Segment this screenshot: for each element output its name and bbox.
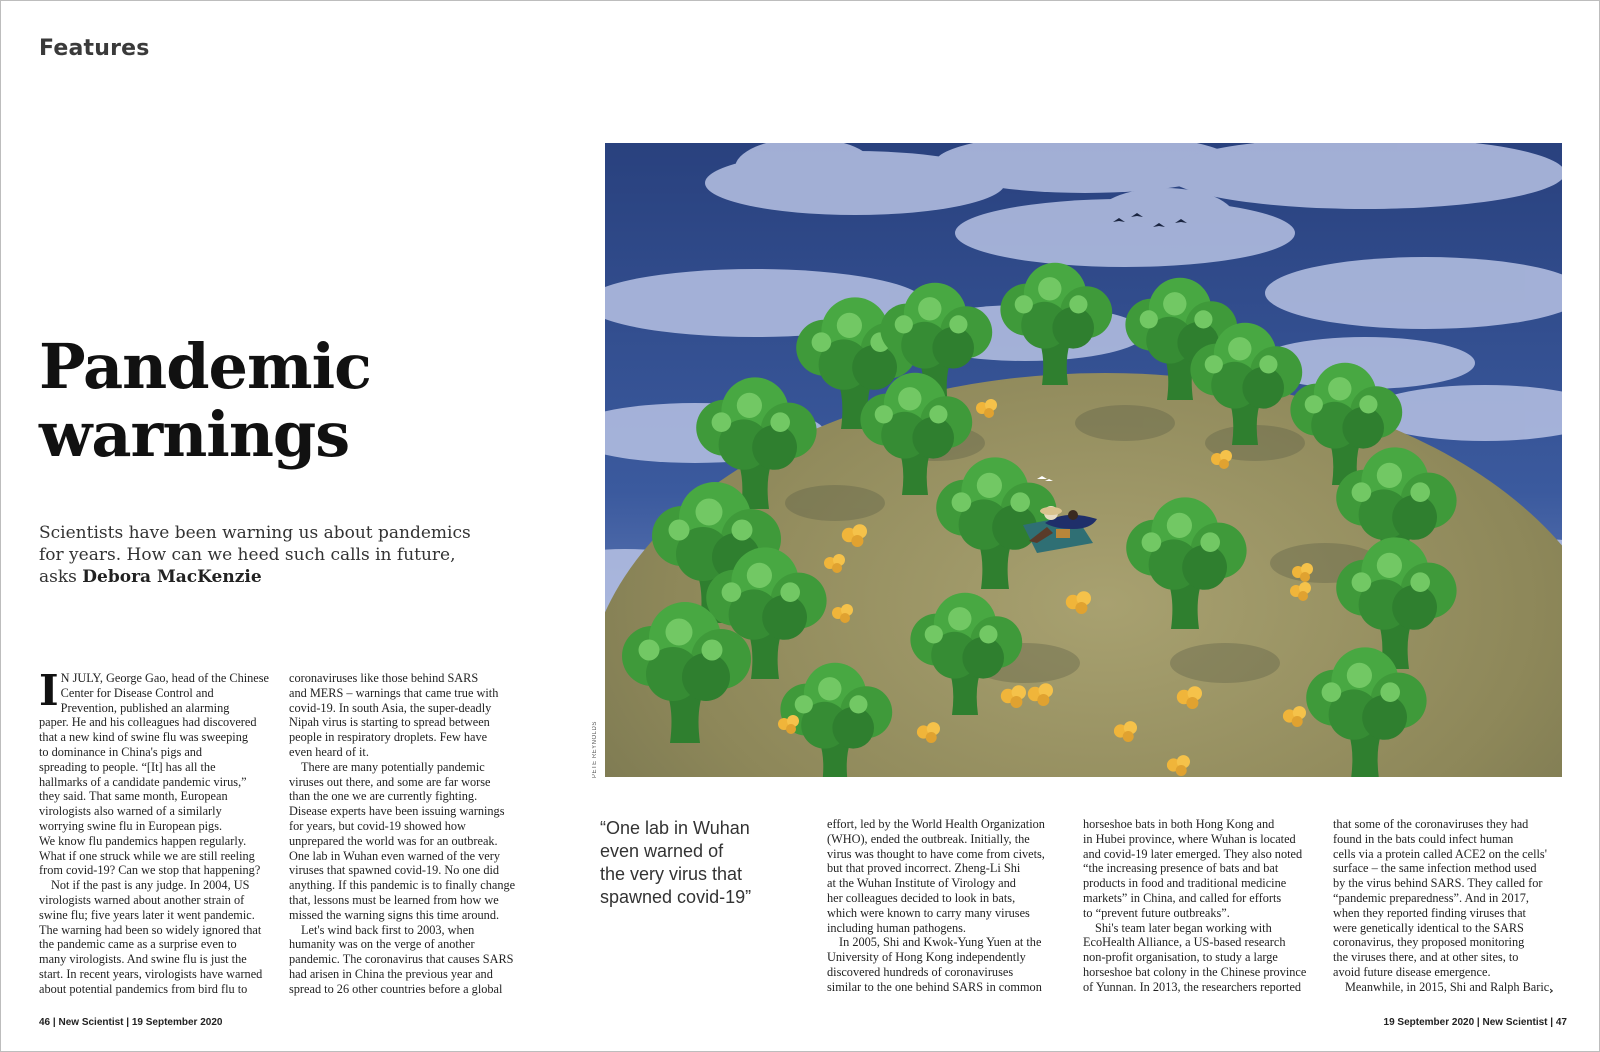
body-text-line: Meanwhile, in 2015, Shi and Ralph Baric — [1345, 979, 1550, 994]
body-text-line: paper. He and his colleagues had discovered — [39, 715, 257, 730]
body-text-line: non-profit organisation, to study a large — [1083, 950, 1278, 965]
body-text-line: EcoHealth Alliance, a US-based research — [1083, 935, 1286, 950]
body-text-line: horseshoe bats in both Hong Kong and — [1083, 817, 1275, 831]
body-text-line: had arisen in China the previous year and — [289, 966, 493, 981]
body-text-line: even heard of it. — [289, 744, 369, 759]
body-text-line: horseshoe bat colony in the Chinese province — [1083, 964, 1307, 979]
body-text-line: Let's wind back first to 2003, when — [301, 922, 475, 937]
headline-line: warnings — [39, 398, 350, 471]
body-text-line: virologists also warned of a similarly — [39, 804, 222, 819]
body-text-line: were genetically identical to the SARS — [1333, 920, 1524, 935]
body-text-line: We know flu pandemics happen regularly. — [39, 833, 247, 848]
body-text-line: of Yunnan. In 2013, the researchers reported — [1083, 979, 1302, 994]
pull-quote — [600, 817, 810, 909]
body-text-line: (WHO), ended the outbreak. Initially, the — [827, 831, 1030, 846]
standfirst-byline — [39, 566, 479, 588]
body-text-line: Prevention, published an alarming — [60, 700, 230, 715]
body-column-4 — [1083, 817, 1319, 995]
body-text-line: effort, led by the World Health Organization — [827, 817, 1045, 831]
body-text-line: worrying swine flu in European pigs. — [39, 818, 223, 833]
body-text-line: covid-19. In south Asia, the super-deadly — [289, 700, 492, 715]
folio-right: 19 September 2020 | New Scientist | 47 — [1383, 1017, 1567, 1028]
headline — [39, 330, 559, 471]
continue-arrow-icon: › — [1549, 984, 1554, 997]
pull-quote-line: even warned of — [600, 841, 724, 861]
body-column-1 — [39, 666, 269, 997]
folio-left: 46 | New Scientist | 19 September 2020 — [39, 1017, 223, 1028]
body-text-line: discovered hundreds of coronaviruses — [827, 964, 1014, 979]
body-text-line: humanity was on the verge of another — [289, 937, 475, 952]
body-text-line: they said. That same month, European — [39, 789, 228, 804]
body-text-line: cells via a protein called ACE2 on the cells' — [1333, 846, 1547, 861]
drop-cap: I — [39, 666, 59, 715]
body-text-line: In 2005, Shi and Kwok-Yung Yuen at the — [839, 935, 1042, 950]
body-text-line: than the one we are currently fighting. — [289, 789, 478, 804]
body-text-line: to dominance in China's pigs and — [39, 744, 203, 759]
body-text-line: including human pathogens. — [827, 920, 967, 935]
body-column-3 — [827, 817, 1063, 995]
body-text-line: from covid-19? Can we stop that happening? — [39, 863, 261, 878]
body-column-5 — [1333, 817, 1569, 995]
body-text-line: virologists warned about another strain of — [39, 892, 245, 907]
body-text-line: in Hubei province, where Wuhan is located — [1083, 831, 1296, 846]
body-text-line: One lab in Wuhan even warned of the very — [289, 848, 500, 863]
body-text-line: missed the warning signs this time around. — [289, 907, 500, 922]
body-text-line: her colleagues decided to look in bats, — [827, 890, 1016, 905]
headline-line: Pandemic — [39, 330, 371, 403]
section-label: Features — [39, 36, 150, 61]
body-text-line: people in respiratory droplets. Few have — [289, 730, 488, 745]
body-text-line: Nipah virus is starting to spread between — [289, 715, 490, 730]
body-text-line: viruses out there, and some are far worse — [289, 774, 491, 789]
body-text-line: spreading to people. “[It] has all the — [39, 759, 216, 774]
standfirst-line: for years. How can we heed such calls in future, — [39, 545, 456, 565]
body-text-line: N JULY, George Gao, head of the Chinese — [60, 671, 269, 685]
body-text-line: University of Hong Kong independently — [827, 950, 1026, 965]
body-text-line: start. In recent years, virologists have warned — [39, 966, 263, 981]
body-text-line: similar to the one behind SARS in common — [827, 979, 1042, 994]
byline-prefix: asks — [39, 567, 83, 587]
pull-quote-line: “One lab in Wuhan — [600, 818, 750, 838]
body-text-line: pandemic. The coronavirus that causes SARS — [289, 952, 514, 967]
body-text-line: for years, but covid-19 showed how — [289, 818, 466, 833]
body-text-line: viruses that spawned covid-19. No one did — [289, 863, 500, 878]
body-text-line: by the virus behind SARS. They called for — [1333, 876, 1543, 891]
body-text-line: markets” in China, and called for efforts — [1083, 890, 1282, 905]
body-text-line: at the Wuhan Institute of Virology and — [827, 876, 1016, 891]
body-text-line: What if one struck while we are still reeling — [39, 848, 255, 863]
body-text-line: and MERS – warnings that came true with — [289, 685, 499, 700]
body-text-line: that, lessons must be learned from how we — [289, 892, 499, 907]
body-text-line: hallmarks of a candidate pandemic virus,” — [39, 774, 247, 789]
photo-credit: PETE REYNOLDS — [592, 721, 598, 778]
body-text-line: that some of the coronaviruses they had — [1333, 817, 1529, 831]
body-text-line: and covid-19 later emerged. They also noted — [1083, 846, 1303, 861]
body-column-2 — [289, 671, 519, 997]
body-text-line: surface – the same infection method used — [1333, 861, 1537, 876]
body-text-line: products in food and traditional medicine — [1083, 876, 1287, 891]
body-text-line: Center for Disease Control and — [60, 685, 214, 700]
body-text-line: There are many potentially pandemic — [301, 759, 485, 774]
body-text-line: unprepared the world was for an outbreak. — [289, 833, 498, 848]
body-text-line: which were known to carry many viruses — [827, 905, 1030, 920]
body-text-line: about potential pandemics from bird flu to — [39, 981, 248, 996]
body-text-line: The warning had been so widely ignored that — [39, 922, 262, 937]
author-name: Debora MacKenzie — [82, 567, 262, 587]
illustration-svg — [605, 143, 1562, 777]
body-text-line: “the increasing presence of bats and bat — [1083, 861, 1279, 876]
body-text-line: many virologists. And swine flu is just the — [39, 952, 247, 967]
illustration — [605, 143, 1562, 777]
body-text-line: the pandemic came as a surprise even to — [39, 937, 237, 952]
body-text-line: but that proved incorrect. Zheng-Li Shi — [827, 861, 1021, 876]
standfirst-line: Scientists have been warning us about pandemics — [39, 523, 471, 543]
body-text-line: Shi's team later began working with — [1095, 920, 1272, 935]
pull-quote-line: the very virus that — [600, 864, 743, 884]
body-text-line: to “prevent future outbreaks”. — [1083, 905, 1230, 920]
body-text-line: that a new kind of swine flu was sweeping — [39, 730, 248, 745]
body-text-line: avoid future disease emergence. — [1333, 964, 1491, 979]
pull-quote-line: spawned covid-19” — [600, 887, 752, 907]
body-text-line: coronaviruses like those behind SARS — [289, 671, 479, 685]
standfirst — [39, 522, 479, 588]
body-text-line: the viruses there, and at other sites, to — [1333, 950, 1519, 965]
body-text-line: anything. If this pandemic is to finally change — [289, 878, 516, 893]
body-text-line: Not if the past is any judge. In 2004, US — [51, 878, 250, 893]
body-text-line: “pandemic preparedness”. And in 2017, — [1333, 890, 1530, 905]
body-text-line: Disease experts have been issuing warnings — [289, 804, 505, 819]
body-text-line: when they reported finding viruses that — [1333, 905, 1526, 920]
body-text-line: spread to 26 other countries before a global — [289, 981, 503, 996]
body-text-line: found in the bats could infect human — [1333, 831, 1514, 846]
body-text-line: virus was thought to have come from civets, — [827, 846, 1045, 861]
body-text-line: swine flu; five years later it went pandemic. — [39, 907, 255, 922]
body-text-line: coronavirus, they proposed monitoring — [1333, 935, 1525, 950]
